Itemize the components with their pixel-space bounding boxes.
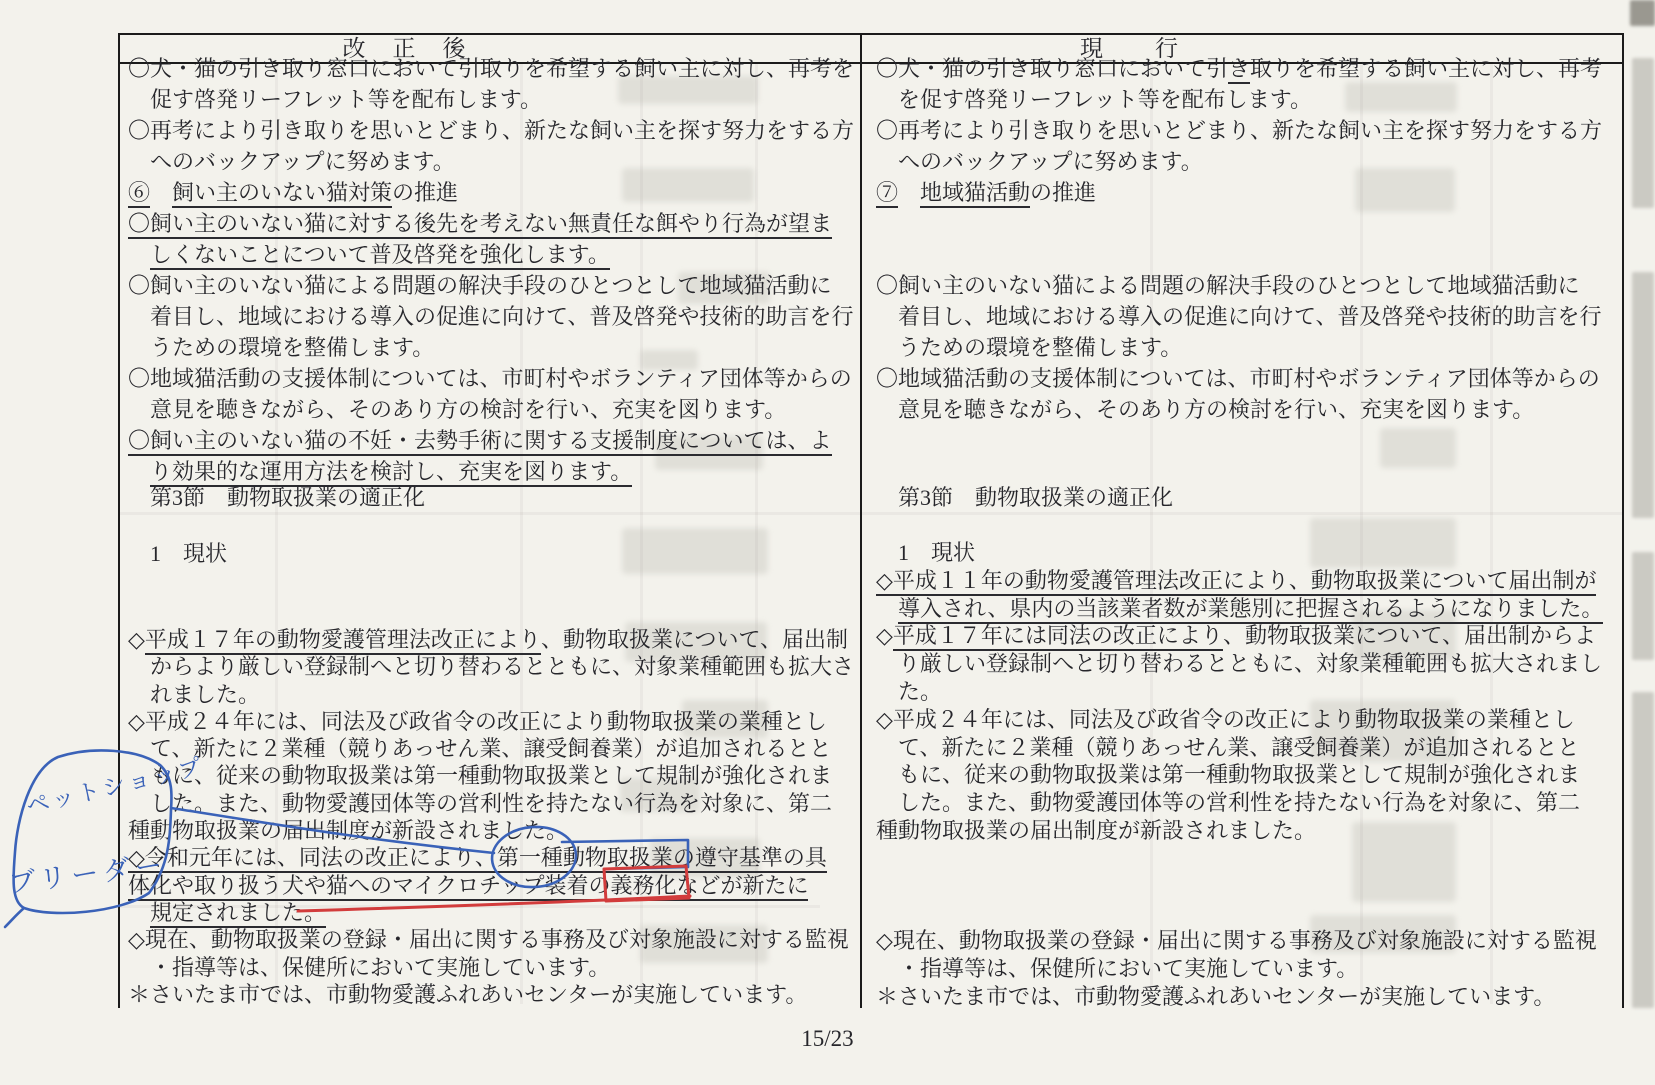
text-line: からより厳しい登録制へと切り替わるとともに、対象業種範囲も拡大さ <box>128 654 855 680</box>
text-line: ◇現在、動物取扱業の登録・届出に関する事務及び対象施設に対する監視 <box>876 928 1597 953</box>
text-line: した。また、動物愛護団体等の営利性を持たない行為を対象に、第二 <box>128 790 833 816</box>
text-line: 着目し、地域における導入の促進に向けて、普及啓発や技術的助言を行 <box>876 304 1602 329</box>
text-line: 〇犬・猫の引き取り窓口において引取りを希望する飼い主に対し、再考を <box>128 56 855 81</box>
text-line: 種動物取扱業の届出制度が新設されました。 <box>876 817 1317 843</box>
text-line: 〇地域猫活動の支援体制については、市町村やボランティア団体等からの <box>128 366 852 391</box>
paragraph-group <box>128 53 858 487</box>
paragraph-group <box>876 539 1622 845</box>
text-line: 〇再考により引き取りを思いとどまり、新たな飼い主を探す努力をする方 <box>128 118 855 143</box>
text-line: ⑦ 地域猫活動の推進 <box>876 177 1622 208</box>
paragraph-group <box>876 270 1622 425</box>
text-line: 着目し、地域における導入の促進に向けて、普及啓発や技術的助言を行 <box>128 304 854 329</box>
text-line: 〇飼い主のいない猫による問題の解決手段のひとつとして地域猫活動に <box>876 273 1580 298</box>
text-line: ＊さいたま市では、市動物愛護ふれあいセンターが実施しています。 <box>128 981 808 1007</box>
comparison-table <box>118 33 1624 1008</box>
text-line: 規定されました。 <box>128 899 858 926</box>
text-line: ◇令和元年には、同法の改正により、第一種動物取扱業の遵守基準の具 <box>128 844 858 871</box>
text-line: 1 現状 <box>876 540 976 565</box>
text-line: り厳しい登録制へと切り替わるとともに、対象業種範囲も拡大されまし <box>876 651 1603 677</box>
subsection-heading <box>128 538 858 569</box>
text-line: もに、従来の動物取扱業は第一種動物取扱業として規制が強化されま <box>876 762 1581 788</box>
text-line: うための環境を整備します。 <box>876 335 1183 360</box>
paragraph-group <box>876 927 1622 1010</box>
current-column <box>876 35 1622 1008</box>
text-line: しくないことについて普及啓発を強化します。 <box>128 239 858 270</box>
text-line: へのバックアップに努めます。 <box>128 149 455 174</box>
text-line: 〇飼い主のいない猫に対する後先を考えない無責任な餌やり行為が望ま <box>128 208 858 239</box>
column-divider <box>860 35 862 1008</box>
text-line: 第3節 動物取扱業の適正化 <box>128 485 426 510</box>
text-line: 促す啓発リーフレット等を配布します。 <box>128 87 543 112</box>
text-line: ◇平成１７年には同法の改正により、動物取扱業について、届出制からよ <box>876 622 1622 650</box>
left-header-label: 改 正 後 <box>342 36 468 61</box>
section-heading <box>876 482 1622 513</box>
text-line: 〇飼い主のいない猫の不妊・去勢手術に関する支援制度については、よ <box>128 425 858 456</box>
text-line: ◇平成１７年の動物愛護管理法改正により、動物取扱業について、届出制 <box>128 626 858 653</box>
text-line: した。また、動物愛護団体等の営利性を持たない行為を対象に、第二 <box>876 790 1581 816</box>
revised-column <box>128 35 858 1008</box>
text-line: ◇平成１１年の動物愛護管理法改正により、動物取扱業について届出制が <box>876 567 1622 595</box>
text-line: ・指導等は、保健所において実施しています。 <box>876 955 1359 981</box>
edge-bleed-through <box>1632 272 1654 518</box>
text-line: 種動物取扱業の届出制度が新設されました。 <box>128 818 569 844</box>
text-line: 第3節 動物取扱業の適正化 <box>876 485 1174 510</box>
text-line: ・指導等は、保健所において実施しています。 <box>128 954 611 980</box>
text-line: 〇犬・猫の引き取り窓口において引き取りを希望する飼い主に対し、再考 <box>876 53 1622 84</box>
text-line: 導入され、県内の当該業者数が業態別に把握されるようになりました。 <box>876 595 1622 623</box>
edge-bleed-through <box>1632 552 1654 660</box>
paragraph-group <box>876 53 1622 208</box>
text-line: ◇現在、動物取扱業の登録・届出に関する事務及び対象施設に対する監視 <box>128 927 849 953</box>
edge-bleed-through <box>1630 0 1655 26</box>
text-line: 〇飼い主のいない猫による問題の解決手段のひとつとして地域猫活動に <box>128 273 832 298</box>
text-line: 〇再考により引き取りを思いとどまり、新たな飼い主を探す努力をする方 <box>876 118 1603 143</box>
text-line: うための環境を整備します。 <box>128 335 435 360</box>
text-line: 意見を聴きながら、そのあり方の検討を行い、充実を図ります。 <box>876 397 1535 422</box>
text-line: を促す啓発リーフレット等を配布します。 <box>876 87 1313 112</box>
text-line: ＊さいたま市では、市動物愛護ふれあいセンターが実施しています。 <box>876 983 1556 1009</box>
text-line: て、新たに２業種（競りあっせん業、譲受飼養業）が追加されるとと <box>876 734 1580 760</box>
edge-bleed-through <box>1632 58 1654 208</box>
text-line: り効果的な運用方法を検討し、充実を図ります。 <box>128 456 858 487</box>
text-line: へのバックアップに努めます。 <box>876 149 1203 174</box>
text-line: 1 現状 <box>128 541 228 566</box>
section-heading <box>128 482 858 513</box>
text-line: 〇地域猫活動の支援体制については、市町村やボランティア団体等からの <box>876 366 1600 391</box>
text-line: ⑥ 飼い主のいない猫対策の推進 <box>128 177 858 208</box>
right-header-label: 現 行 <box>1080 36 1180 61</box>
text-line: 体化や取り扱う犬や猫へのマイクロチップ装着の義務化などが新たに <box>128 872 858 899</box>
text-line: 意見を聴きながら、そのあり方の検討を行い、充実を図ります。 <box>128 397 787 422</box>
text-line: て、新たに２業種（競りあっせん業、譲受飼養業）が追加されるとと <box>128 736 832 762</box>
text-line: た。 <box>876 678 943 704</box>
paragraph-group <box>128 626 858 1008</box>
page-number: 15/23 <box>801 1026 854 1051</box>
edge-bleed-through <box>1632 692 1654 1008</box>
handwritten-note-line1: ペットショップ <box>23 753 207 820</box>
text-line: ◇平成２４年には、同法及び政省令の改正により動物取扱業の業種とし <box>128 708 827 734</box>
text-line: もに、従来の動物取扱業は第一種動物取扱業として規制が強化されま <box>128 763 833 789</box>
text-line: れました。 <box>128 681 261 707</box>
bubble-tail <box>5 908 24 927</box>
handwritten-note-line2: ブリーダー <box>7 849 169 899</box>
text-line: ◇平成２４年には、同法及び政省令の改正により動物取扱業の業種とし <box>876 706 1575 732</box>
